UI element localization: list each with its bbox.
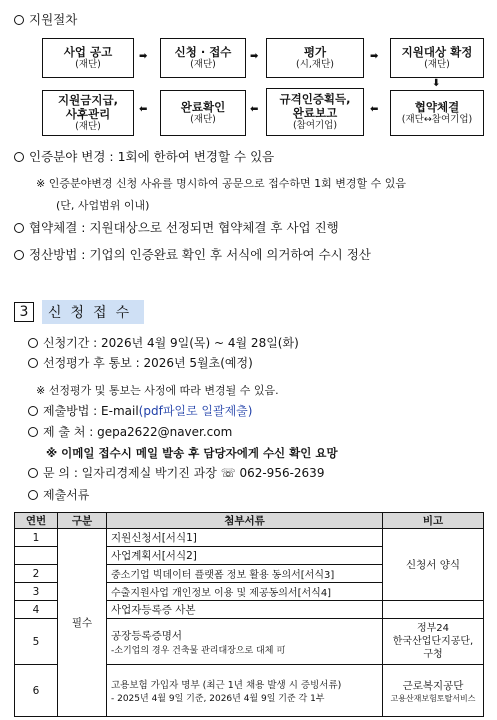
submit-to-line: 제 출 처 : gepa2622@naver.com — [28, 425, 232, 440]
remark-form: 신청서 양식 — [383, 529, 484, 601]
row-no: 6 — [15, 665, 58, 717]
row-no — [15, 547, 58, 565]
arrow-down-icon: ⬇ — [432, 78, 441, 89]
method-paren: (pdf파일로 일괄제출) — [138, 404, 253, 418]
row-no: 1 — [15, 529, 58, 547]
circle-bullet-icon — [28, 427, 38, 437]
circle-bullet-icon — [14, 250, 24, 260]
section-number: 3 — [14, 302, 34, 322]
remark-r5: 정부24 한국산업단지공단, 구청 — [383, 619, 484, 665]
row-no: 5 — [15, 619, 58, 665]
email-warning: ※ 이메일 접수시 메일 발송 후 담당자에게 수신 확인 요망 — [46, 446, 338, 460]
circle-bullet-icon — [14, 223, 24, 233]
notice-note: ※ 선정평가 및 통보는 사정에 따라 변경될 수 있음. — [36, 384, 279, 397]
arrow-left-icon: ⬅ — [370, 104, 379, 115]
notice-line: 선정평가 후 통보 : 2026년 5월초(예정) — [28, 356, 253, 371]
col-category: 구분 — [58, 513, 107, 529]
period-line: 신청기간 : 2026년 4월 9일(목) ~ 4월 28일(화) — [28, 336, 299, 351]
col-no: 연번 — [15, 513, 58, 529]
cert-change-note: ※ 인증분야변경 신청 사유를 명시하여 공문으로 접수하면 1회 변경할 수 있음 — [36, 177, 406, 190]
row-doc: 수출지원사업 개인정보 이용 및 제공동의서[서식4] — [107, 583, 383, 601]
row-doc: 중소기업 빅데이터 플랫폼 정보 활용 동의서[서식3] — [107, 565, 383, 583]
circle-bullet-icon — [14, 15, 24, 25]
row-doc: 지원신청서[서식1] — [107, 529, 383, 547]
section-title: 신청접수 — [42, 300, 144, 324]
step-payment: 지원금지급, 사후관리 (재단) — [42, 90, 134, 136]
method-line: 제출방법 : E-mail(pdf파일로 일괄제출) — [28, 404, 252, 419]
arrow-right-icon: ➡ — [139, 51, 148, 62]
doc-line-2: -소기업의 경우 건축물 관리대장으로 대체 可 — [111, 645, 286, 656]
cert-change-line: 인증분야 변경 : 1회에 한하여 변경할 수 있음 — [14, 149, 274, 164]
table-row — [15, 529, 484, 547]
documents-line: 제출서류 — [28, 488, 89, 503]
step-evaluation: 평가 (시,재단) — [266, 38, 364, 78]
step-agreement: 협약체결 (재단↔참여기업) — [390, 90, 484, 136]
circle-bullet-icon — [28, 490, 38, 500]
doc-line-1: 고용보험 가입자 명부 (최근 1년 채용 발생 시 증빙서류) — [111, 680, 342, 691]
remark-r6b: 고용산재보험토탈서비스 — [390, 693, 476, 703]
doc-line-1: 공장등록증명서 — [111, 629, 183, 642]
row-doc — [107, 665, 383, 717]
arrow-left-icon: ⬅ — [139, 104, 148, 115]
row-doc: 사업자등록증 사본 — [107, 601, 383, 619]
step-selection: 지원대상 확정 (재단) — [390, 38, 484, 78]
documents-table — [14, 512, 484, 717]
circle-bullet-icon — [28, 338, 38, 348]
doc-line-2: - 2025년 4월 9일 기준, 2026년 4월 9일 기준 각 1부 — [111, 694, 325, 704]
remark-r6a: 근로복지공단 — [402, 679, 464, 692]
circle-bullet-icon — [28, 406, 38, 416]
procedure-heading: 지원절차 — [14, 12, 77, 27]
arrow-left-icon: ⬅ — [250, 104, 259, 115]
step-completion-check: 완료확인 (재단) — [160, 90, 246, 136]
step-announcement: 사업 공고 (재단) — [42, 38, 134, 78]
table-header-row — [15, 513, 484, 529]
row-doc — [107, 619, 383, 665]
section-3-heading — [14, 300, 144, 324]
arrow-right-icon: ➡ — [250, 51, 259, 62]
category-cell: 필수 — [58, 529, 107, 717]
row-doc: 사업계획서[서식2] — [107, 547, 383, 565]
row-no: 4 — [15, 601, 58, 619]
col-remarks: 비고 — [383, 513, 484, 529]
settlement-line: 정산방법 : 기업의 인증완료 확인 후 서식에 의거하여 수시 정산 — [14, 247, 371, 262]
row-no: 3 — [15, 583, 58, 601]
arrow-right-icon: ➡ — [370, 51, 379, 62]
remark-empty — [383, 601, 484, 619]
step-certification: 규격인증획득, 완료보고 (참여기업) — [266, 88, 364, 136]
contact-line: 문 의 : 일자리경제실 박기진 과장 ☏ 062-956-2639 — [28, 466, 324, 481]
remark-r6 — [383, 665, 484, 717]
email-link[interactable]: gepa2622@naver.com — [97, 425, 233, 439]
cert-change-note-2: (단, 사업범위 이내) — [56, 199, 150, 212]
col-documents: 첨부서류 — [107, 513, 383, 529]
agreement-line: 협약체결 : 지원대상으로 선정되면 협약체결 후 사업 진행 — [14, 220, 339, 235]
row-no: 2 — [15, 565, 58, 583]
circle-bullet-icon — [28, 468, 38, 478]
circle-bullet-icon — [14, 152, 24, 162]
circle-bullet-icon — [28, 358, 38, 368]
step-application: 신청 · 접수 (재단) — [160, 38, 246, 78]
